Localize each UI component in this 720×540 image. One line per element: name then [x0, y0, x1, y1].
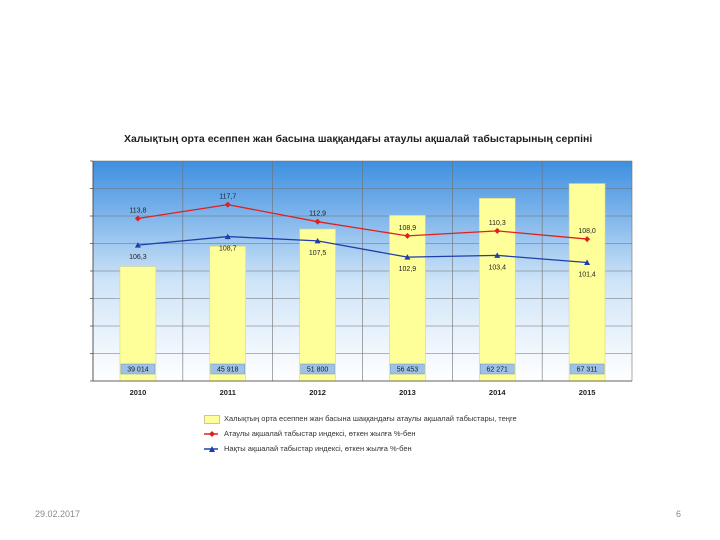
legend-swatch-nominal — [204, 430, 218, 437]
bar — [569, 184, 605, 381]
bar-value-label: 45 918 — [217, 366, 239, 374]
real-index-label: 101,4 — [578, 271, 596, 279]
legend-label-nominal: Атаулы ақшалай табыстар индексі, өткен жылға %-бен — [224, 429, 416, 438]
chart-legend — [204, 412, 624, 457]
real-index-label: 102,9 — [398, 266, 417, 274]
legend-item-bar-series — [204, 412, 624, 427]
nominal-index-label: 108,0 — [578, 228, 596, 236]
x-tick-label: 2013 — [399, 388, 416, 397]
legend-label-bar: Халықтың орта есеппен жан басына шаққандағы атаулы ақшалай табыстары, теңге — [224, 414, 517, 423]
legend-item-nominal-index — [204, 427, 624, 442]
real-index-label: 107,5 — [308, 249, 327, 257]
legend-swatch-bar — [204, 415, 220, 424]
chart-title: Халықтың орта есеппен жан басына шаққандағы атаулы ақшалай табыстарының серпіні — [124, 133, 593, 145]
legend-item-real-index — [204, 442, 624, 457]
bar-value-label: 67 311 — [576, 366, 598, 374]
chart-figure — [90, 133, 640, 460]
x-tick-label: 2012 — [309, 388, 326, 397]
nominal-index-label: 117,7 — [219, 193, 237, 201]
nominal-index-label: 112,9 — [309, 210, 327, 218]
legend-label-real: Нақты ақшалай табыстар индексі, өткен жылға %-бен — [224, 444, 412, 453]
chart-svg — [90, 133, 640, 460]
x-tick-label: 2014 — [488, 388, 506, 397]
slide-page-number: 6 — [676, 509, 682, 519]
real-index-label: 103,4 — [488, 264, 507, 272]
legend-swatch-real — [204, 445, 218, 452]
x-tick-label: 2015 — [578, 388, 596, 397]
bar-value-label: 62 271 — [486, 366, 508, 374]
x-tick-label: 2010 — [129, 388, 147, 397]
nominal-index-label: 110,3 — [488, 219, 506, 227]
bar — [389, 215, 425, 381]
real-index-label: 106,3 — [129, 254, 147, 262]
nominal-index-label: 108,9 — [398, 224, 417, 232]
x-tick-label: 2011 — [219, 388, 236, 397]
bar — [210, 246, 246, 381]
bar-value-label: 56 453 — [396, 366, 419, 374]
slide-date: 29.02.2017 — [35, 509, 81, 519]
bar-value-label: 51 800 — [306, 366, 329, 374]
real-index-label: 108,7 — [218, 245, 237, 253]
nominal-index-label: 113,8 — [129, 207, 147, 215]
bar-value-label: 39 014 — [127, 366, 149, 374]
